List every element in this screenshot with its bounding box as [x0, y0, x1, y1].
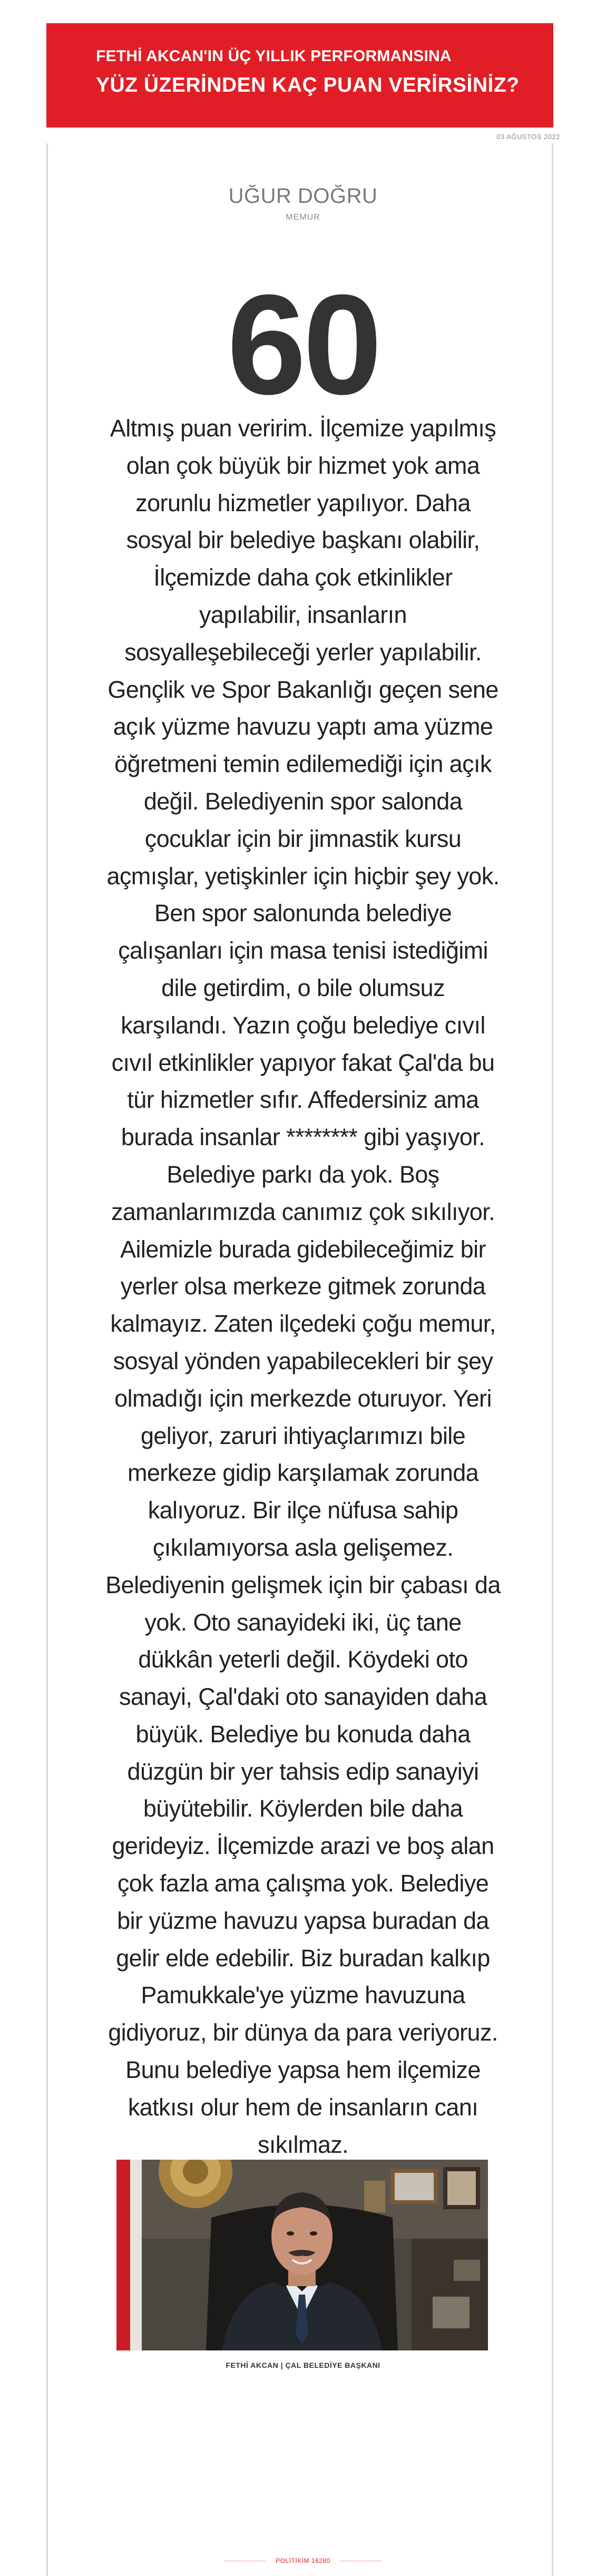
headline-line-1: FETHİ AKCAN'IN ÜÇ YILLIK PERFORMANSINA: [96, 47, 452, 65]
publish-date: 03 AĞUSTOS 2022: [496, 133, 560, 141]
respondent-quote: Altmış puan veririm. İlçemize yapılmış olan çok büyük bir hizmet yok ama zorunlu hizmetler yapılıyor. Daha sosyal bir belediye başkanı olabilir, İlçemizde daha çok etkinlikler yapılabilir, insanların sosyalleşebileceği yerler yapılabilir. Gençlik ve Spor Bakanlığı geçen sene açık yüzme havuzu yaptı ama yüzme öğretmeni temin edilemediği için açık değil. Belediyenin spor salonda çocuklar için bir jimnastik kursu açmışlar, yetişkinler için hiçbir şey yok. Ben spor salonunda belediye çalışanları için masa tenisi istediğimi dile getirdim, o bile olumsuz karşılandı. Yazın çoğu belediye cıvıl cıvıl etkinlikler yapıyor fakat Çal'da bu tür hizmetler sıfır. Affedersiniz ama burada insanlar ******** gibi yaşıyor. Belediye parkı da yok. Boş zamanlarımızda canımız çok sıkılıyor. Ailemizle burada gidebileceğimiz bir yerler olsa merkeze gitmek zorunda kalmayız. Zaten ilçedeki çoğu memur, sosyal yönden yapabilecekleri bir şey olmadığı için merkezde oturuyor. Yeri geliyor, zaruri ihtiyaçlarımızı bile merkeze gidip karşılamak zorunda kalıyoruz. Bir ilçe nüfusa sahip çıkılamıyorsa asla gelişemez. Belediyenin gelişmek için bir çabası da yok. Oto sanayideki iki, üç tane dükkân yeterli değil. Köydeki oto sanayi, Çal'daki oto sanayiden daha büyük. Belediye bu konuda daha düzgün bir yer tahsis edip sanayiyi büyütebilir. Köylerden bile daha gerideyiz. İlçemizde arazi ve boş alan çok fazla ama çalışma yok. Belediye bir yüzme havuzu yapsa buradan da gelir elde edebilir. Biz buradan kalkıp Pamukkale'ye yüzme havuzuna gidiyoruz, bir dünya da para veriyoruz. Bunu belediye yapsa hem ilçemize katkısı olur hem de insanların canı sıkılmaz.: [105, 415, 501, 2158]
mayor-portrait-illustration: [116, 2160, 488, 2350]
score-value: 60: [227, 266, 379, 424]
footer-text: POLİTİKİM 16280: [276, 2557, 330, 2564]
respondent-name: UĞUR DOĞRU: [228, 184, 378, 208]
headline-line-2: YÜZ ÜZERİNDEN KAÇ PUAN VERİRSİNİZ?: [96, 74, 520, 96]
mayor-photo: [116, 2160, 488, 2350]
respondent-role: MEMUR: [286, 213, 320, 222]
headline-banner: [46, 23, 553, 128]
photo-caption: FETHİ AKCAN | ÇAL BELEDİYE BAŞKANI: [226, 2361, 380, 2369]
